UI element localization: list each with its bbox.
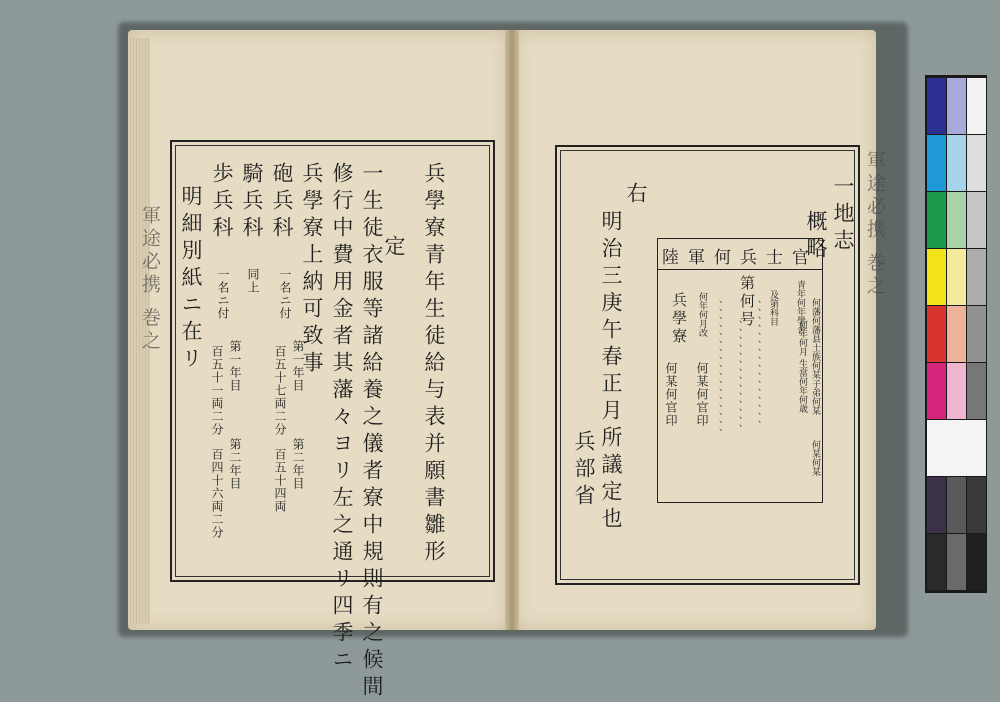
chip-dark-gray: [947, 477, 966, 533]
chip-gray-3: [967, 249, 986, 305]
chip-near-black: [927, 534, 946, 590]
form-sign-1: 何某何官印: [695, 362, 709, 427]
chip-black: [967, 534, 986, 590]
row-infantry-y2-label: 第二年目: [228, 438, 242, 490]
left-title: 兵學寮青年生徒給与表并願書雛形: [422, 162, 446, 567]
form-column-2-sub: 及第科目: [768, 290, 778, 326]
right-ministry: 兵部省: [572, 430, 596, 511]
left-body-line-1: 一生徒衣服等諸給養之儀者寮中規則有之候間: [360, 162, 384, 702]
form-small-text-2: 何年何月 生當何年何歳: [797, 320, 807, 413]
chip-blue-light: [947, 78, 966, 134]
form-sign-2: 何某何官印: [664, 362, 678, 427]
right-migi: 右: [624, 182, 648, 209]
form-title: 陸軍何兵士官: [662, 248, 818, 268]
row-artillery-y1-amount: 百五十七両二分: [273, 345, 287, 436]
row-artillery-y2-amount: 百五十四両: [273, 448, 287, 513]
chip-cyan-light: [947, 135, 966, 191]
chip-green: [927, 192, 946, 248]
chip-darker-gray: [967, 477, 986, 533]
left-body-line-3: 兵學寮上納可致事: [300, 162, 324, 378]
row-cavalry-count: 同上: [246, 268, 260, 294]
left-side-label: 軍途必携 巻之: [139, 205, 161, 354]
chip-green-light: [947, 192, 966, 248]
chip-gray-5: [967, 363, 986, 419]
chip-white: [967, 78, 986, 134]
chip-magenta: [927, 363, 946, 419]
row-artillery-y1-label: 第一年目: [291, 340, 305, 392]
right-side-label: 軍途必携 巻之: [864, 150, 886, 299]
left-heading: 定: [382, 235, 406, 262]
row-artillery-count: 一名ニ付: [278, 268, 292, 320]
form-column-3-sub: 何年何月改: [697, 292, 707, 337]
row-infantry-y1-label: 第一年目: [228, 340, 242, 392]
row-artillery: 砲兵科: [270, 162, 294, 243]
form-dots-2: 、、、、、、、、、、、、、、: [730, 320, 741, 437]
chip-dark-violet: [927, 477, 946, 533]
chip-gray-2: [967, 192, 986, 248]
form-column-2-label: 青年何年學舎: [795, 280, 805, 334]
right-header-line-2: 概略: [804, 210, 828, 264]
chip-yellow: [927, 249, 946, 305]
form-small-text-3: 何某何某: [810, 440, 820, 476]
left-note: 明細別紙ニ在リ: [179, 185, 203, 374]
chip-gray-4: [967, 306, 986, 362]
form-column-3: 兵學寮: [670, 292, 688, 346]
book-spine: [505, 30, 519, 630]
chip-cyan: [927, 135, 946, 191]
form-column-1: 第何号: [738, 275, 756, 329]
form-small-text-1: 何藩何藩县士族何某子弟何某: [810, 298, 820, 415]
chip-red: [927, 306, 946, 362]
chip-blue: [927, 78, 946, 134]
left-body-line-2: 修行中費用金者其藩々ヨリ左之通リ四季ニ: [330, 162, 354, 675]
row-infantry-count: 一名ニ付: [216, 268, 230, 320]
row-artillery-y2-label: 第二年目: [291, 438, 305, 490]
chip-magenta-light: [947, 363, 966, 419]
form-dots-1: 、、、、、、、、、、、、、、、、: [749, 300, 760, 433]
row-infantry-y2-amount: 百四十六両二分: [210, 448, 224, 539]
color-calibration-card: [925, 75, 987, 593]
chip-mid-gray: [947, 534, 966, 590]
form-dots-3: 、、、、、、、、、、、、、、、、、: [710, 300, 721, 441]
right-decree: 明治三庚午春正月所議定也: [599, 210, 623, 534]
row-cavalry: 騎兵科: [240, 162, 264, 243]
chip-white-wide: [927, 420, 986, 476]
chip-gray-1: [967, 135, 986, 191]
form-divider: [658, 269, 822, 270]
row-infantry-y1-amount: 百五十一両二分: [210, 345, 224, 436]
chip-yellow-light: [947, 249, 966, 305]
row-infantry: 歩兵科: [210, 162, 234, 243]
right-header-line-1: 一地志: [831, 175, 855, 256]
chip-red-light: [947, 306, 966, 362]
